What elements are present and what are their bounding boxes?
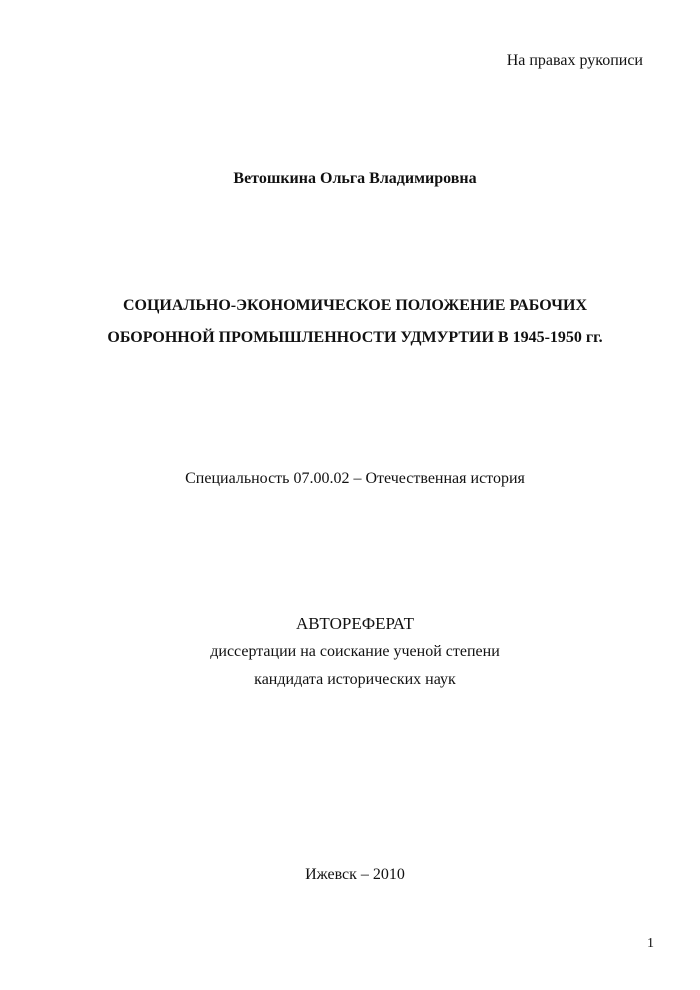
place-year: Ижевск – 2010 (305, 866, 405, 883)
page-number: 1 (647, 936, 654, 951)
degree-line-1: диссертации на соискание ученой степени (210, 643, 500, 660)
abstract-label: АВТОРЕФЕРАТ (296, 614, 414, 633)
title-line-1: СОЦИАЛЬНО-ЭКОНОМИЧЕСКОЕ ПОЛОЖЕНИЕ РАБОЧИХ (122, 297, 588, 314)
title-line-2: ОБОРОННОЙ ПРОМЫШЛЕННОСТИ УДМУРТИИ В 1945-1950 гг. (107, 329, 603, 346)
manuscript-note: На правах рукописи (506, 52, 643, 69)
specialty-line: Специальность 07.00.02 – Отечественная история (185, 470, 525, 487)
degree-line-2: кандидата исторических наук (254, 671, 456, 688)
author-name: Ветошкина Ольга Владимировна (233, 170, 477, 187)
